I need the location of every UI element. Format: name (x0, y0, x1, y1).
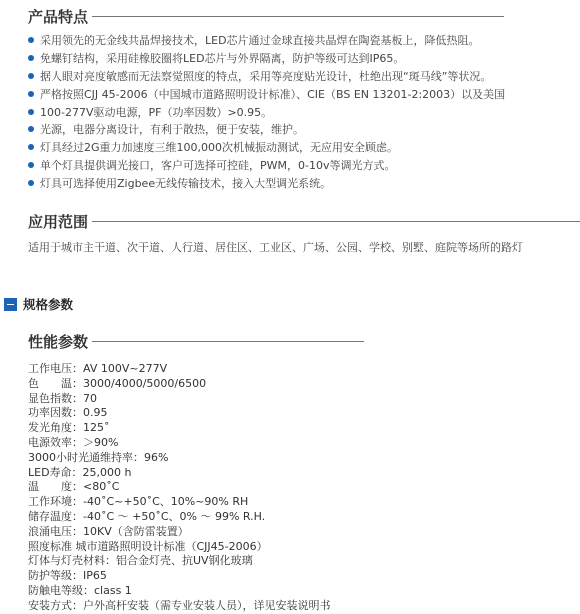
param-line: LED寿命：25,000 h (28, 465, 132, 479)
bullet-icon (28, 144, 34, 150)
param-line: 温 度：<80˚C (28, 480, 120, 494)
feature-item: 光源，电器分离设计，有利于散热，便于安装，维护。 (28, 120, 580, 138)
param-line: 工作电压：AV 100V~277V (28, 362, 168, 375)
bullet-icon (28, 126, 34, 132)
application-divider (92, 221, 580, 222)
features-title: 产品特点 (28, 8, 89, 26)
performance-divider (92, 341, 364, 342)
param-line: 储存温度：-40˚C ～ +50˚C、0% ～ 99% R.H. (28, 509, 266, 523)
specs-heading[interactable] (4, 295, 73, 313)
param-line: 安装方式：户外高杆安装（需专业安装人员），详见安装说明书 (28, 598, 331, 612)
bullet-icon (28, 73, 34, 79)
bullet-icon (28, 162, 34, 168)
specs-title: 规格参数 (23, 297, 74, 312)
param-line: 浪涌电压：10KV（含防雷装置） (28, 524, 189, 538)
bullet-icon (28, 91, 34, 97)
collapse-icon[interactable] (4, 298, 17, 311)
param-line: 防触电等级：class 1 (28, 583, 132, 597)
param-line: 发光角度：125˚ (28, 421, 110, 435)
bullet-icon (28, 109, 34, 115)
features-divider (92, 16, 504, 17)
param-line: 功率因数：0.95 (28, 406, 108, 420)
bullet-icon (28, 37, 34, 43)
bullet-icon (28, 180, 34, 186)
features-list (28, 31, 580, 192)
param-line: 灯体与灯壳材料：铝合金灯壳、抗UV钢化玻璃 (28, 554, 253, 568)
performance-title: 性能参数 (28, 333, 89, 351)
performance-heading (28, 331, 364, 352)
application-heading (28, 211, 580, 232)
param-line: 显色指数：70 (28, 391, 97, 405)
feature-item: 采用领先的无金线共晶焊接技术，LED芯片通过金球直接共晶焊在陶瓷基板上，降低热阻。 (28, 31, 580, 49)
feature-item: 单个灯具提供调光接口，客户可选择可控硅，PWM，0-10v等调光方式。 (28, 156, 580, 174)
feature-item: 灯具经过2G重力加速度三维100,000次机械振动测试，无应用安全顾虑。 (28, 138, 580, 156)
application-title: 应用范围 (28, 213, 89, 231)
feature-item: 据人眼对亮度敏感而无法察觉照度的特点，采用等亮度贴光设计，杜绝出现“斑马线”等状况。 (28, 67, 580, 85)
application-text: 适用于城市主干道、次干道、人行道、居住区、工业区、广场、公园、学校、别墅、庭院等场所的路灯 (28, 241, 523, 254)
performance-list (28, 362, 331, 614)
param-line: 色 温：3000/4000/5000/6500 (28, 376, 207, 390)
param-line: 3000小时光通维持率：96% (28, 450, 169, 464)
feature-item: 100-277V驱动电源，PF（功率因数）>0.95。 (28, 103, 580, 121)
feature-item: 免螺钉结构，采用硅橡胶圈将LED芯片与外界隔离，防护等级可达到IP65。 (28, 49, 580, 67)
param-line: 工作环境：-40˚C~+50˚C、10%~90% RH (28, 495, 249, 509)
param-line: 防护等级：IP65 (28, 569, 107, 583)
features-heading (28, 6, 504, 27)
param-line: 照度标准 城市道路照明设计标准（CJJ45-2006） (28, 539, 268, 553)
bullet-icon (28, 55, 34, 61)
feature-item: 灯具可选择使用Zigbee无线传输技术，接入大型调光系统。 (28, 174, 580, 192)
feature-item: 严格按照CJJ 45-2006（中国城市道路照明设计标准）、CIE（BS EN 13201-2:2003）以及美国 (28, 85, 580, 103)
param-line: 电源效率：＞90% (28, 435, 119, 449)
